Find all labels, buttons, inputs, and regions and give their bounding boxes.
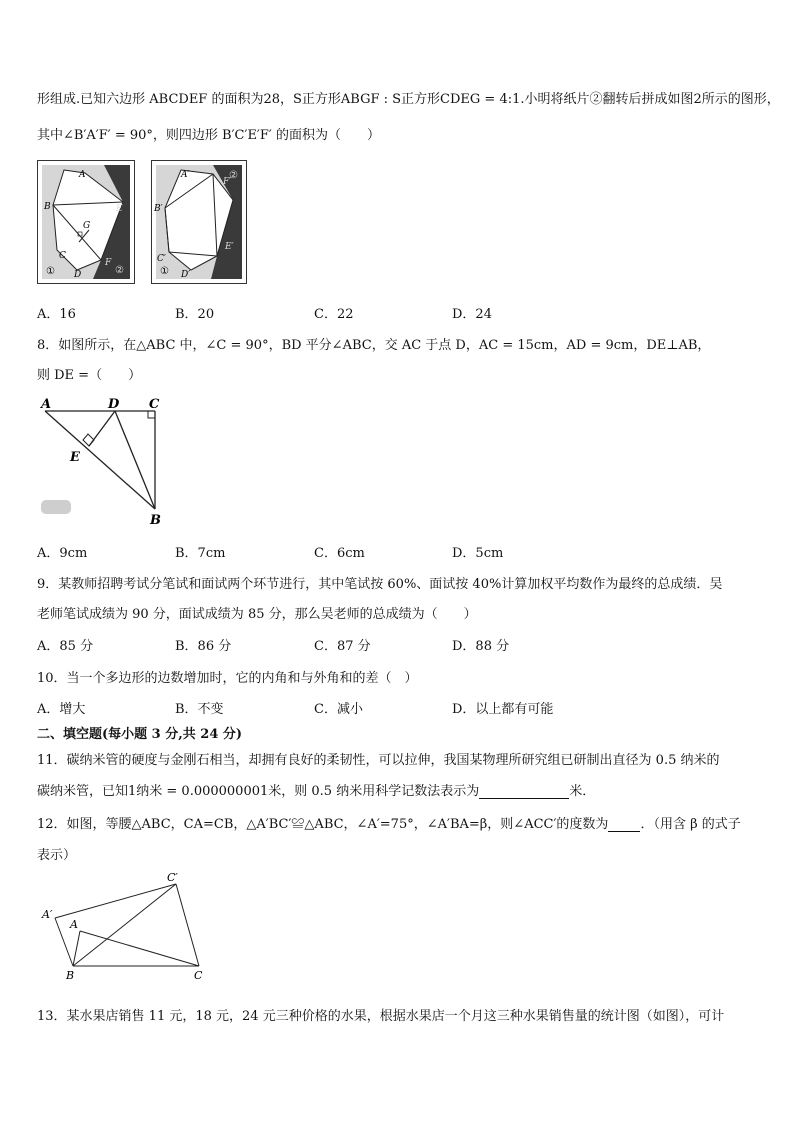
q7-text-line2: 其中∠B′A′F′ = 90°，则四边形 B′C′E′F′ 的面积为（ ）	[37, 128, 380, 143]
q9-option-a: A．85 分	[37, 639, 94, 654]
q7-option-c: C．22	[314, 307, 354, 322]
label-A: A	[41, 397, 52, 412]
label-D: D	[74, 270, 82, 280]
q7-figure-1	[37, 160, 135, 284]
label-B: B	[44, 202, 51, 212]
q8-text-line2: 则 DE =（ ）	[37, 368, 142, 383]
q8-option-d: D．5cm	[452, 546, 504, 561]
label-C: C	[149, 397, 160, 412]
q7-figure-2	[151, 160, 247, 284]
piece-2-label: ②	[115, 265, 124, 276]
q8-triangle-figure	[37, 394, 172, 528]
label-F-prime: F′	[223, 177, 232, 187]
label-A: A	[70, 918, 78, 931]
label-D-prime: D′	[181, 270, 191, 280]
q12-answer-blank[interactable]	[608, 817, 640, 832]
q11-text-line2-b: 米．	[569, 784, 596, 799]
label-C-prime: C′	[157, 254, 166, 264]
q11-text-line2-a: 碳纳米管，已知1纳米 = 0.000000001米，则 0.5 纳米用科学记数法表示为	[37, 784, 480, 799]
q11-answer-blank[interactable]	[479, 784, 569, 799]
label-C: C	[194, 969, 203, 982]
label-E-prime: E′	[225, 242, 234, 252]
q9-option-c: C．87 分	[314, 639, 371, 654]
blurred-watermark	[41, 500, 71, 514]
q10-option-d: D．以上都有可能	[452, 702, 554, 717]
q8-option-a: A．9cm	[37, 546, 88, 561]
label-F: F	[105, 258, 112, 268]
piece-2-label: ②	[229, 170, 238, 181]
label-A-prime: A′	[181, 170, 190, 180]
label-B: B	[66, 969, 75, 982]
piece-1-label: ①	[46, 266, 55, 277]
label-C: C	[59, 251, 66, 261]
q9-text-line2: 老师笔试成绩为 90 分，面试成绩为 85 分，那么吴老师的总成绩为（ ）	[37, 607, 477, 622]
label-D: D	[108, 397, 120, 412]
q11-text-line1: 11．碳纳米管的硬度与金刚石相当，却拥有良好的柔韧性，可以拉伸，我国某物理所研究组已研制出直径为 0.5 纳米的	[37, 753, 720, 768]
q10-option-a: A．增大	[37, 702, 86, 717]
label-B-prime: B′	[154, 204, 163, 214]
q12-text-line1-a: 12．如图，等腰△ABC，CA=CB，△A′BC′≌△ABC，∠A′=75°，∠A′BA=β，则∠ACC′的度数为	[37, 817, 609, 832]
q12-text-line1-b: ．（用含 β 的式子	[640, 817, 741, 832]
q7-option-d: D．24	[452, 307, 492, 322]
label-E: E	[116, 204, 123, 214]
q12-figure	[37, 868, 217, 986]
q12-text-line2: 表示）	[37, 848, 77, 863]
q13-text-line1: 13．某水果店销售 11 元，18 元，24 元三种价格的水果，根据水果店一个月这三种水果销售量的统计图（如图），可计	[37, 1009, 725, 1024]
q9-text-line1: 9．某教师招聘考试分笔试和面试两个环节进行，其中笔试按 60%、面试按 40%计算加权平均数作为最终的总成绩．吴	[37, 577, 723, 592]
q9-option-d: D．88 分	[452, 639, 510, 654]
q12-text-line1	[37, 813, 741, 832]
q8-option-c: C．6cm	[314, 546, 365, 561]
q10-option-b: B．不变	[175, 702, 224, 717]
label-A-prime: A′	[42, 908, 53, 921]
q7-text-line1: 形组成.已知六边形 ABCDEF 的面积为28，S正方形ABGF : S正方形CDEG = 4:1.小明将纸片②翻转后拼成如图2所示的图形，	[37, 92, 780, 107]
label-E: E	[70, 450, 80, 465]
piece-1-label: ①	[160, 266, 169, 277]
q11-text-line2	[37, 780, 595, 799]
q7-option-b: B．20	[175, 307, 215, 322]
label-G: G	[83, 221, 91, 231]
section-2-title: 二、填空题(每小题 3 分,共 24 分)	[37, 727, 243, 742]
label-A: A	[79, 170, 86, 180]
q10-text-line1: 10．当一个多边形的边数增加时，它的内角和与外角和的差（ ）	[37, 671, 418, 686]
label-B: B	[150, 513, 161, 528]
q8-option-b: B．7cm	[175, 546, 226, 561]
q7-option-a: A．16	[37, 307, 76, 322]
q9-option-b: B．86 分	[175, 639, 232, 654]
label-C-prime: C′	[167, 871, 178, 884]
q10-option-c: C．减小	[314, 702, 363, 717]
q8-text-line1: 8．如图所示，在△ABC 中，∠C = 90°，BD 平分∠ABC，交 AC 于点 D，AC = 15cm，AD = 9cm，DE⊥AB，	[37, 338, 711, 353]
